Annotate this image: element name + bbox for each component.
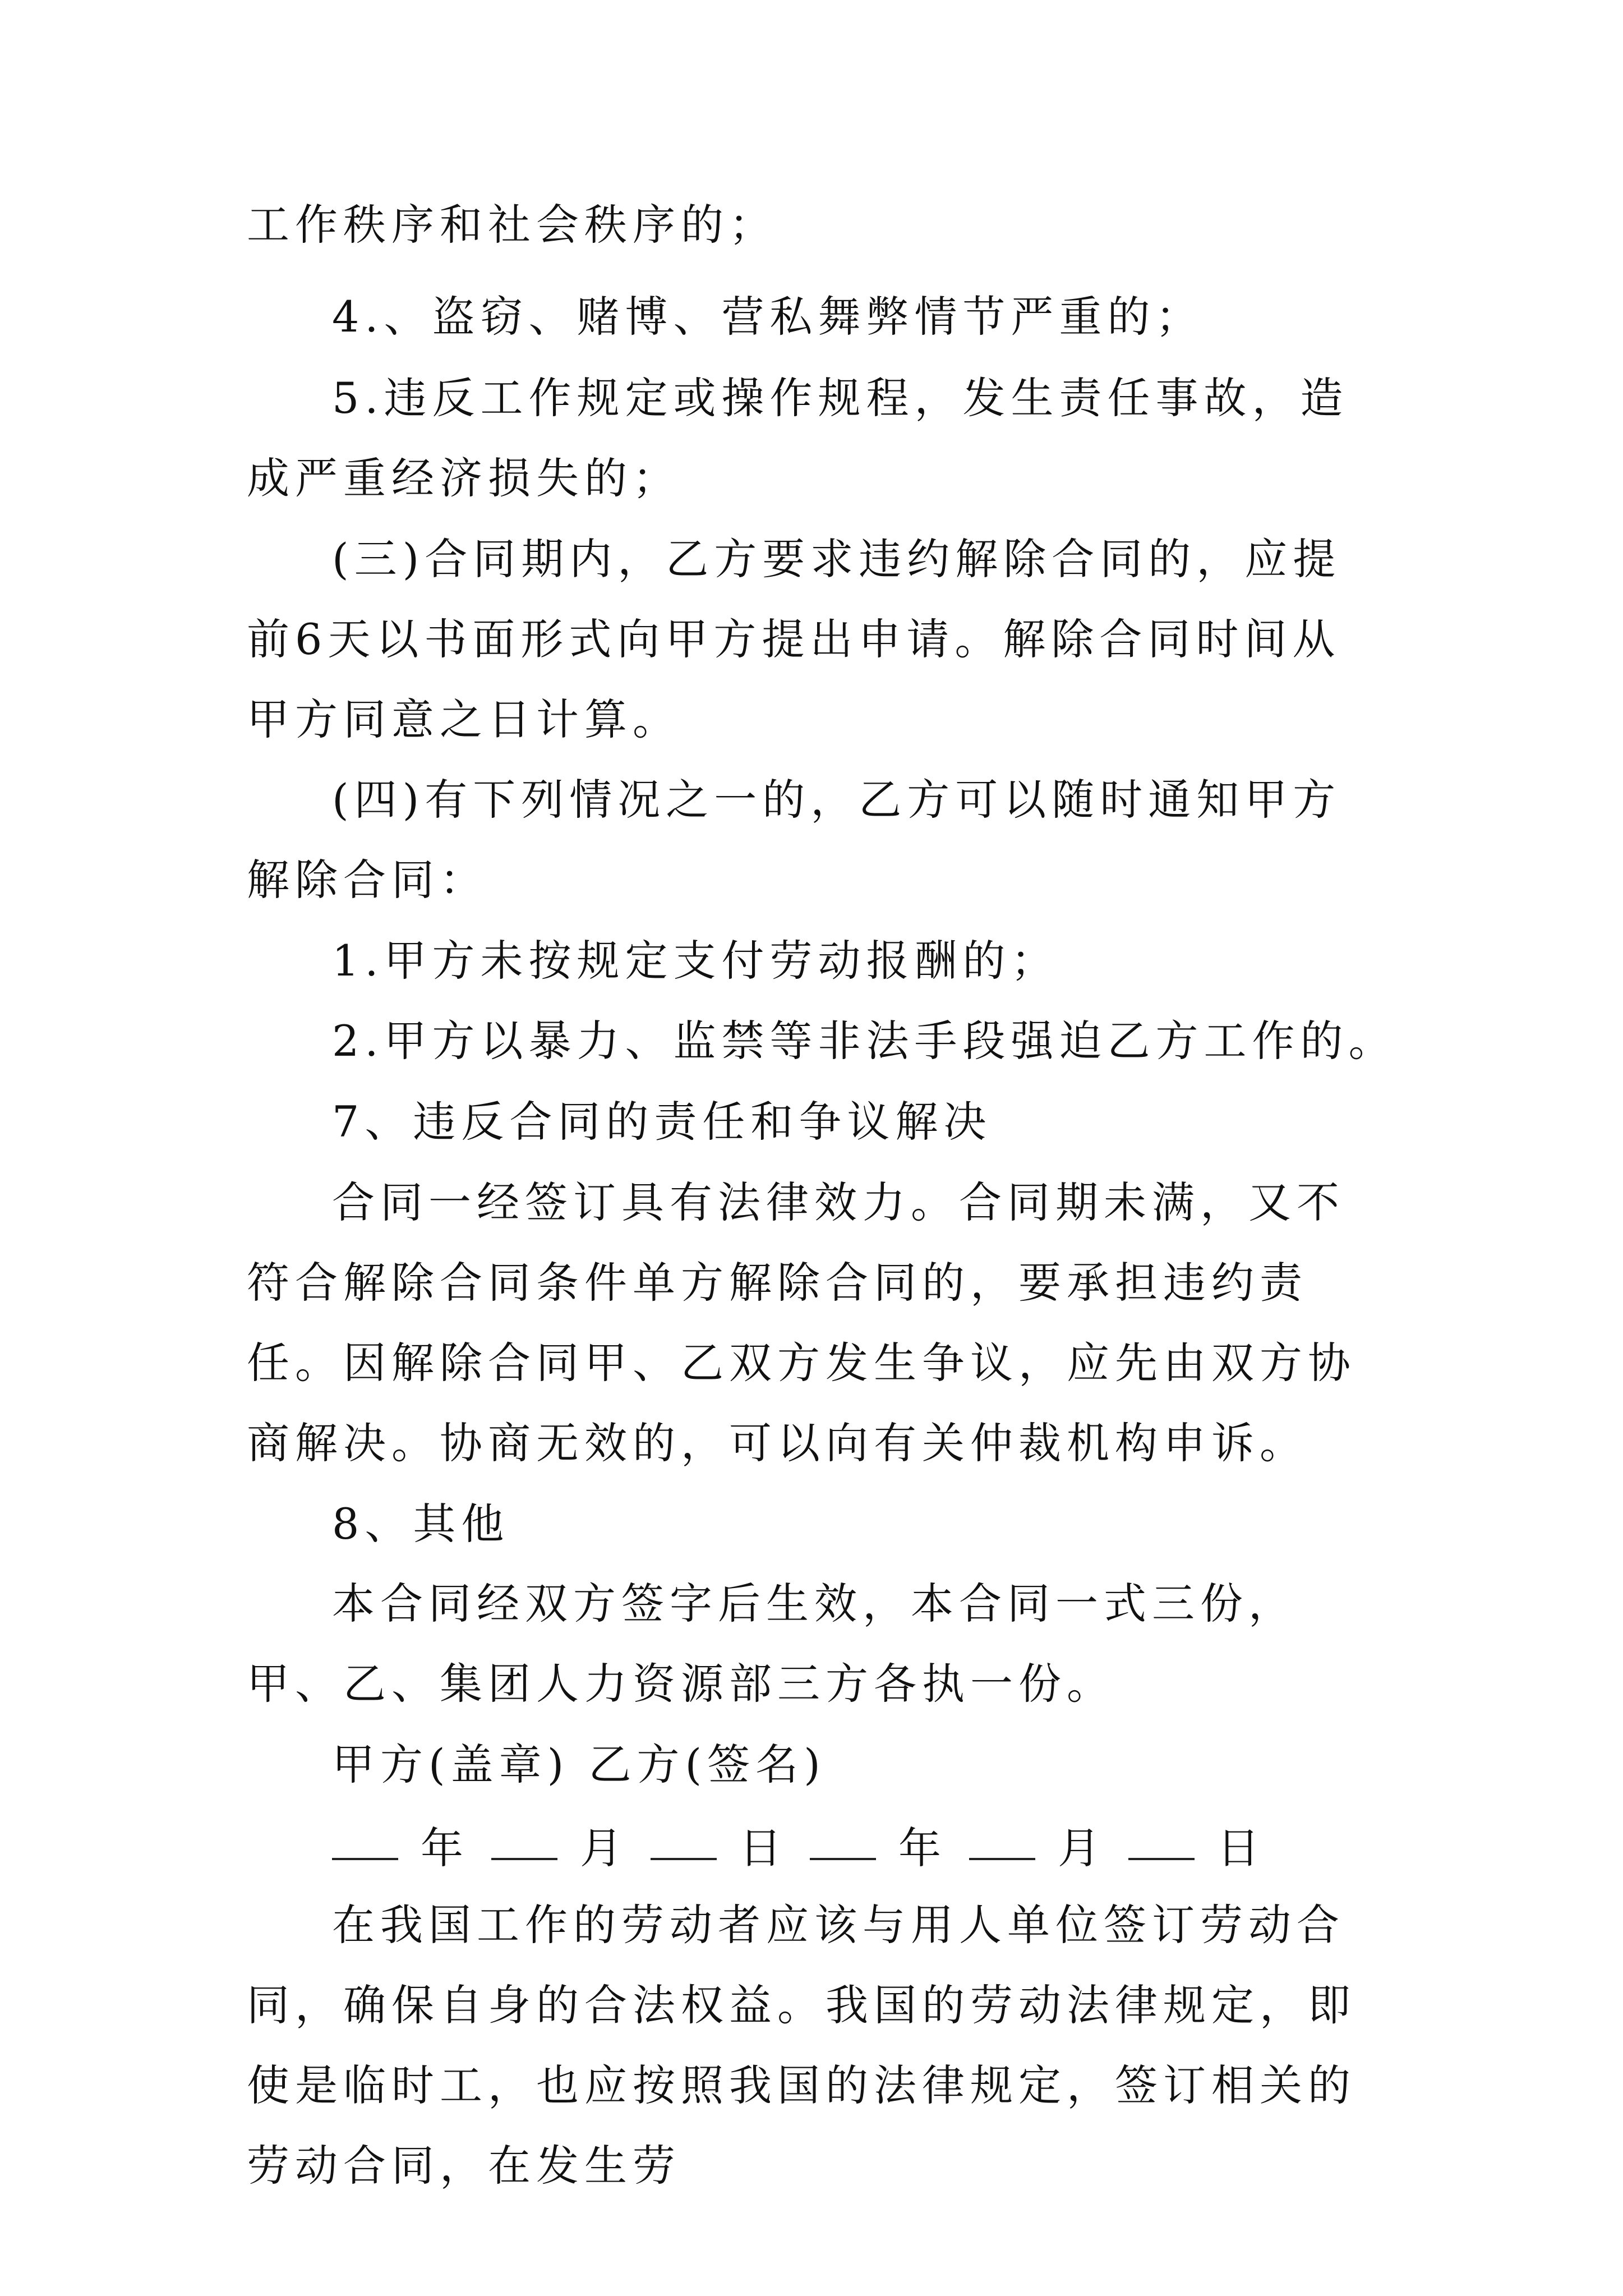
- date-unit-month-2: 月: [1058, 1823, 1106, 1873]
- signature-line: 甲方(盖章) 乙方(签名): [332, 1740, 826, 1789]
- section-heading-7: 7、违反合同的责任和争议解决: [332, 1097, 992, 1147]
- blank-year-1: [332, 1856, 398, 1860]
- blank-month-2: [969, 1856, 1035, 1860]
- paragraph-labor-law: 在我国工作的劳动者应该与用人单位签订劳动合同，确保自身的合法权益。我国的劳动法律规定，即使是临时工，也应按照我国的法律规定，签订相关的劳动合同，在发生劳: [247, 1900, 1356, 2191]
- date-unit-day-2: 日: [1217, 1823, 1265, 1873]
- date-unit-month-1: 月: [580, 1823, 628, 1873]
- blank-month-1: [491, 1856, 557, 1860]
- date-unit-year-2: 年: [898, 1823, 947, 1873]
- date-unit-year-1: 年: [421, 1823, 469, 1873]
- paragraph-item-2: 2.甲方以暴力、监禁等非法手段强迫乙方工作的。: [332, 1016, 1397, 1066]
- paragraph-item-4: 4.、盗窃、赌博、营私舞弊情节严重的；: [332, 292, 1204, 342]
- blank-day-2: [1128, 1856, 1195, 1860]
- section-heading-8: 8、其他: [332, 1499, 510, 1549]
- date-line: [332, 1805, 1288, 1885]
- paragraph-item-5: 5.违反工作规定或操作规程，发生责任事故，造成严重经济损失的；: [247, 373, 1349, 503]
- paragraph-work-order: 工作秩序和社会秩序的；: [247, 200, 777, 250]
- paragraph-effective: 本合同经双方签字后生效，本合同一式三份，甲、乙、集团人力资源部三方各执一份。: [247, 1579, 1297, 1709]
- paragraph-liability: 合同一经签订具有法律效力。合同期未满，又不符合解除合同条件单方解除合同的，要承担违约责任。因解除合同甲、乙双方发生争议，应先由双方协商解决。协商无效的，可以向有关仲裁机构申诉。: [247, 1177, 1356, 1468]
- blank-day-1: [651, 1856, 717, 1860]
- paragraph-item-1: 1.甲方未按规定支付劳动报酬的；: [332, 936, 1059, 986]
- date-unit-day-1: 日: [739, 1823, 787, 1873]
- paragraph-clause-4: (四)有下列情况之一的，乙方可以随时通知甲方解除合同：: [247, 775, 1341, 905]
- paragraph-clause-3: (三)合同期内，乙方要求违约解除合同的，应提前6天以书面形式向甲方提出申请。解除合同时间从甲方同意之日计算。: [247, 534, 1341, 744]
- blank-year-2: [810, 1856, 876, 1860]
